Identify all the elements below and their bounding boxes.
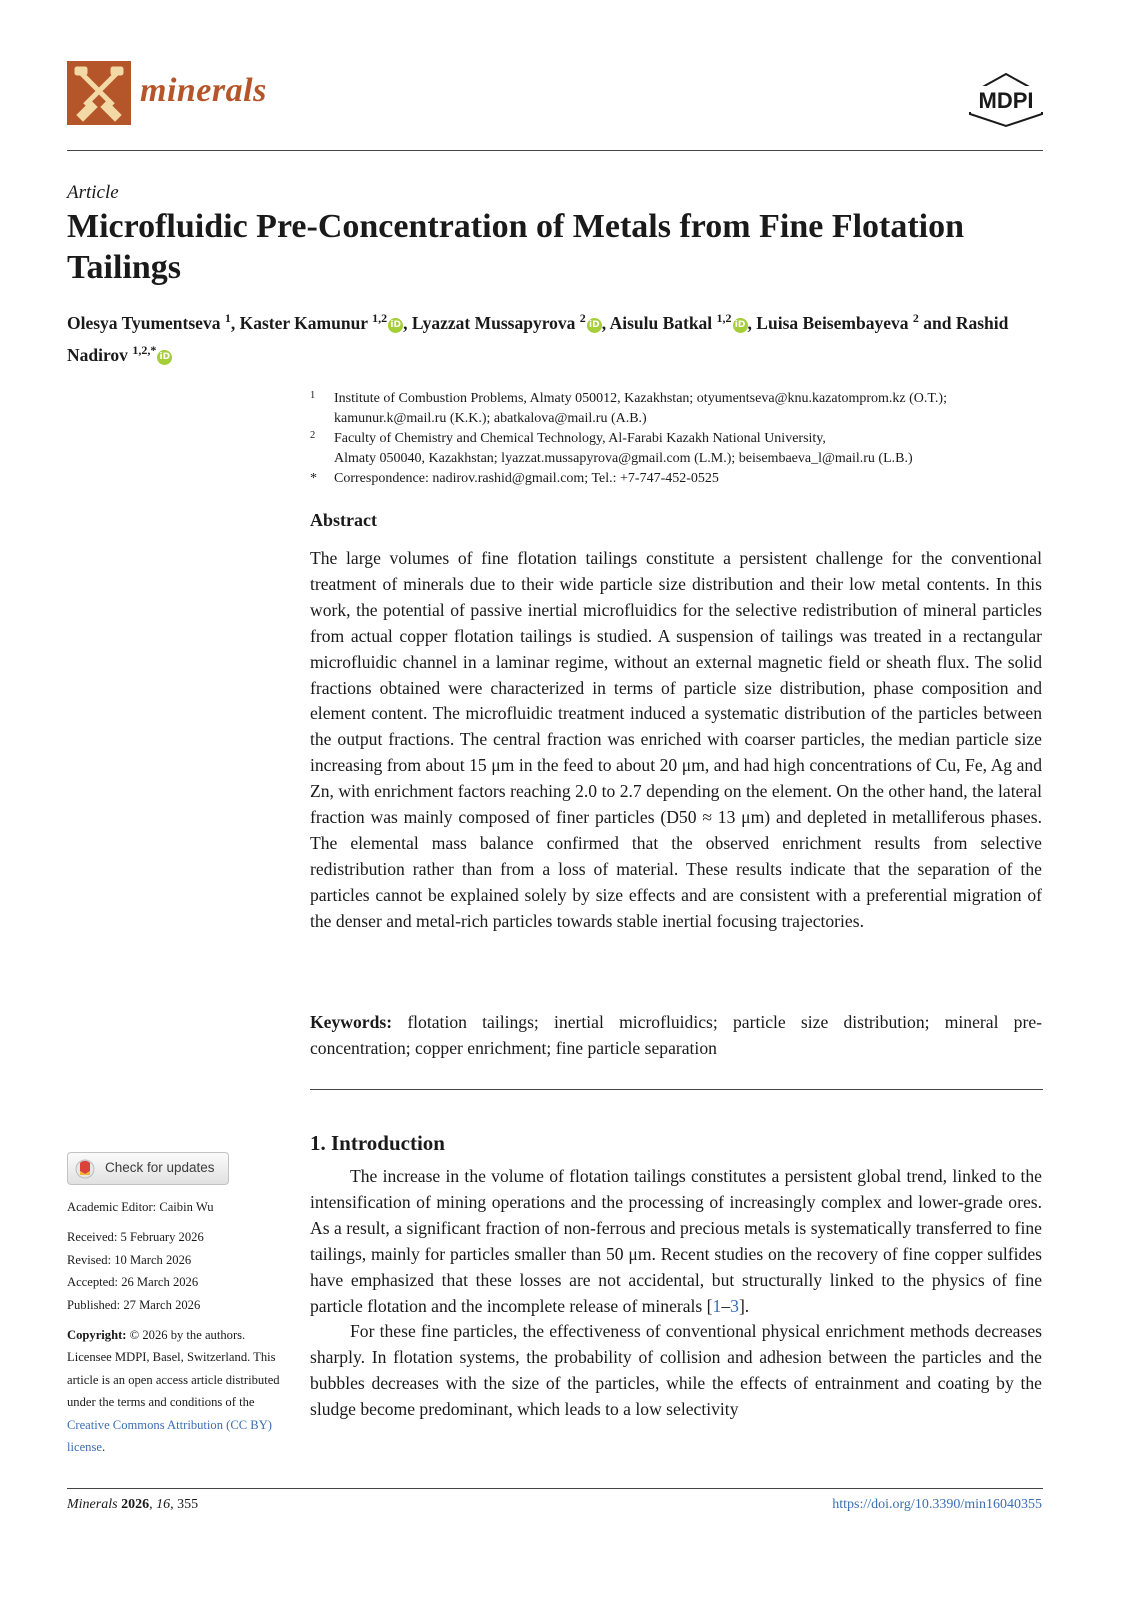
published-date: Published: 27 March 2026: [67, 1297, 201, 1312]
abstract-heading: Abstract: [310, 510, 377, 530]
affiliation-item: [310, 469, 1050, 489]
introduction-body: [310, 1164, 1042, 1423]
author-separator: and: [918, 312, 956, 333]
check-for-updates-label: Check for updates: [105, 1160, 215, 1175]
revised-date: Revised: 10 March 2026: [67, 1252, 192, 1267]
article-title: Microfluidic Pre-Concentration of Metals from Fine Flotation Tailings: [67, 208, 965, 286]
affiliation-marker: 2: [310, 430, 316, 441]
author-list: [67, 305, 1057, 369]
author-affiliation-marker: 2: [579, 311, 586, 325]
footer-journal: Minerals: [67, 1497, 118, 1512]
orcid-icon[interactable]: iD: [587, 318, 602, 333]
header-divider: [67, 150, 1043, 151]
author-separator: ,: [403, 312, 412, 333]
keywords-text: flotation tailings; inertial microfluidics; particle size distribution; mineral pre-concentration; copper enrichment; fine particle separation: [310, 1012, 1042, 1058]
affiliation-line: Almaty 050040, Kazakhstan; lyazzat.mussapyrova@gmail.com (L.M.); beisembaeva_l@mail.ru (L.B.): [334, 451, 913, 466]
orcid-icon[interactable]: iD: [388, 318, 403, 333]
affiliation-item: [310, 389, 1050, 429]
abstract-divider: [310, 1089, 1043, 1090]
article-info-sidebar: [67, 1196, 292, 1458]
author-name[interactable]: Aisulu Batkal: [609, 312, 713, 333]
author-name[interactable]: Olesya Tyumentseva: [67, 312, 221, 333]
paragraph: The increase in the volume of flotation tailings constitutes a persistent global trend, linked to the intensification of mining operations and the processing of increasingly complex and lower-grade ores. As a result, a significant fraction of non-ferrous and precious metals is systematically transferred to fine tailings, mainly for particles smaller than 50 μm. Recent studies on the recovery of fine copper sulfides have emphasized that these losses are not accidental, but structurally linked to the physics of fine particle flotation and the incomplete release of minerals [1–3].: [310, 1166, 1042, 1316]
abstract-text: The large volumes of fine flotation tailings constitute a persistent challenge for the conventional treatment of minerals due to their wide particle size distribution and their low metal contents. In this work, the potential of passive inertial microfluidics for the selective redistribution of mineral particles from actual copper flotation tailings is studied. A suspension of tailings was treated in a rectangular microfluidic channel in a laminar regime, without an external magnetic field or sheath flux. The solid fractions obtained were characterized in terms of particle size distribution, phase composition and element content. The microfluidic treatment induced a systematic distribution of the particles between the output fractions. The central fraction was enriched with coarser particles, the median particle size increasing from about 15 μm in the feed to about 20 μm, and had high concentrations of Cu, Fe, Ag and Zn, with enrichment factors reaching 2.0 to 2.7 depending on the element. On the other hand, the lateral fraction was mainly composed of finer particles (D50 ≈ 13 μm) and depleted in metalliferous phases. The elemental mass balance confirmed that the observed enrichment results from selective redistribution rather than from a loss of material. These results indicate that the separation of the particles cannot be explained solely by size effects and are consistent with a preferential migration of the denser and metal-rich particles towards stable inertial focusing trajectories.: [310, 548, 1042, 931]
affiliations: [310, 389, 1050, 489]
introduction-heading: 1. Introduction: [310, 1131, 445, 1155]
copyright-text: © 2026 by the authors. Licensee MDPI, Basel, Switzerland. This article is an open access article distributed under the terms and conditions of the: [67, 1328, 280, 1410]
author-name[interactable]: Luisa Beisembayeva: [756, 312, 909, 333]
affiliation-line: Correspondence: nadirov.rashid@gmail.com; Tel.: +7-747-452-0525: [334, 471, 719, 486]
footer-citation: Minerals 2026, 16, 355: [67, 1497, 199, 1512]
author-name[interactable]: Kaster Kamunur: [239, 312, 368, 333]
affiliation-line: Institute of Combustion Problems, Almaty 050012, Kazakhstan; otyumentseva@knu.kazatomprom.kz (O.T.);: [334, 391, 947, 406]
footer-article-number: 355: [177, 1497, 199, 1512]
author-name[interactable]: Rashid Nadirov: [67, 312, 1009, 365]
orcid-icon[interactable]: iD: [733, 318, 748, 333]
orcid-icon[interactable]: iD: [157, 350, 172, 365]
check-for-updates-button[interactable]: [67, 1152, 229, 1185]
footer-divider: [67, 1488, 1043, 1489]
article-type: Article: [67, 182, 119, 203]
author-affiliation-marker: 1: [224, 311, 231, 325]
affiliation-marker: 1: [310, 390, 316, 401]
mdpi-logo-text: MDPI: [978, 88, 1034, 113]
accepted-date: Accepted: 26 March 2026: [67, 1275, 199, 1290]
author-name[interactable]: Lyazzat Mussapyrova: [411, 312, 576, 333]
affiliation-marker: *: [310, 471, 317, 486]
citation-link[interactable]: 3: [730, 1295, 739, 1316]
keywords-label: Keywords:: [310, 1012, 393, 1032]
author-separator: ,: [230, 312, 240, 333]
academic-editor: Academic Editor: Caibin Wu: [67, 1200, 214, 1214]
keywords: [310, 1010, 1042, 1062]
footer-volume: 16: [156, 1497, 171, 1512]
received-date: Received: 5 February 2026: [67, 1230, 204, 1245]
author-affiliation-marker: 2: [912, 311, 919, 325]
author-affiliation-marker: 1,2: [716, 311, 732, 325]
footer-year: 2026: [121, 1497, 150, 1512]
affiliation-line: kamunur.k@mail.ru (K.K.); abatkalova@mail.ru (A.B.): [334, 411, 647, 426]
paragraph: For these fine particles, the effectiveness of conventional physical enrichment methods decreases sharply. In flotation systems, the probability of collision and adhesion between the particles and the bubbles decreases with the size of the particles, while the effects of entrainment and coating by the sludge become predominant, which leads to a low selectivity: [310, 1321, 1042, 1420]
citation-link[interactable]: 1: [712, 1295, 722, 1316]
copyright-notice: [67, 1324, 292, 1458]
author-affiliation-marker: 1,2: [372, 311, 388, 325]
license-end: .: [101, 1440, 106, 1455]
author-affiliation-marker: 1,2,*: [132, 342, 157, 357]
copyright-label: Copyright:: [67, 1328, 127, 1343]
journal-name: minerals: [140, 72, 267, 109]
doi-link[interactable]: https://doi.org/10.3390/min16040355: [832, 1497, 1042, 1512]
affiliation-item: [310, 429, 1050, 469]
license-link[interactable]: Creative Commons Attribution (CC BY) license: [67, 1417, 272, 1455]
affiliation-line: Faculty of Chemistry and Chemical Technology, Al-Farabi Kazakh National University,: [334, 431, 826, 446]
mdpi-logo: [956, 72, 1056, 128]
journal-logo: [67, 61, 131, 125]
crossed-shovels-icon: [67, 61, 131, 125]
author-separator: ,: [747, 312, 757, 333]
author-separator: ,: [601, 312, 610, 333]
check-updates-icon: [75, 1159, 95, 1179]
